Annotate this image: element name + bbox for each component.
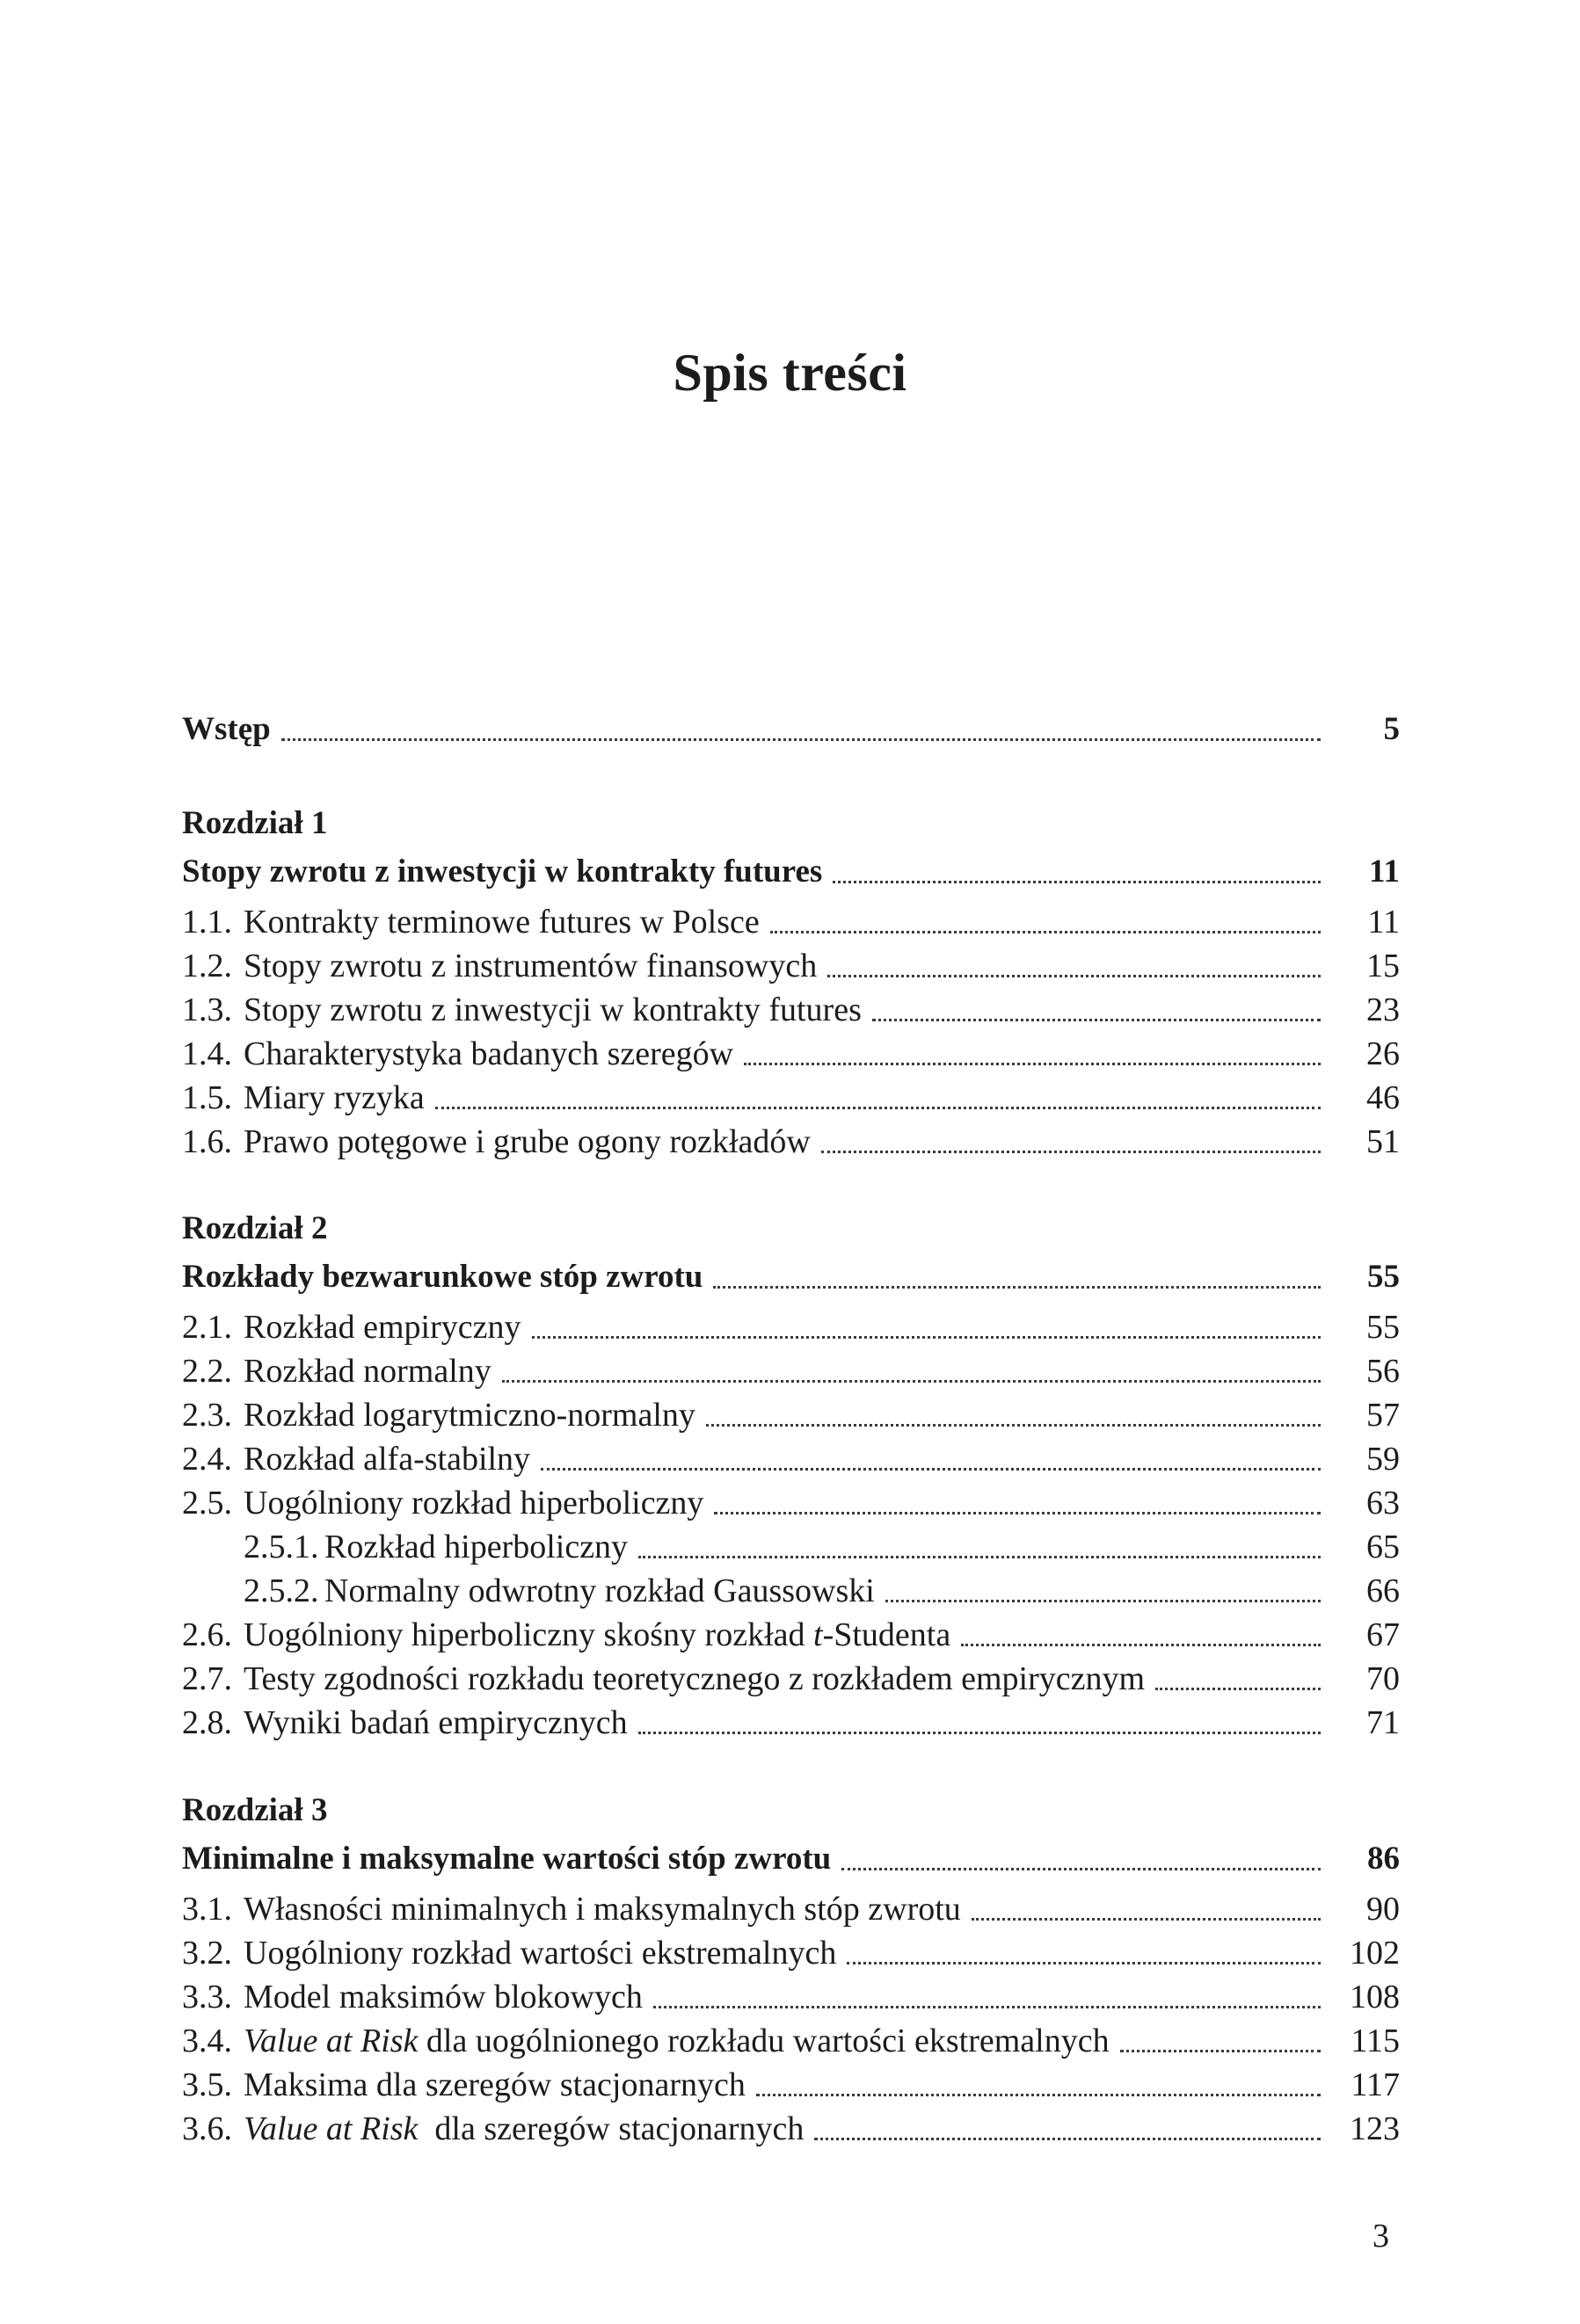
- chapter-label: Rozdział 2: [182, 1210, 328, 1246]
- toc-entry-label: Rozkład logarytmiczno-normalny: [244, 1397, 695, 1434]
- toc-entry[interactable]: [182, 1931, 1400, 1975]
- toc-entry-number: 2.6.: [182, 1616, 232, 1653]
- toc-entry[interactable]: [182, 1076, 1400, 1120]
- leader-dots: [961, 1643, 1321, 1646]
- toc-entry-number: 2.8.: [182, 1704, 232, 1741]
- leader-dots: [532, 1335, 1321, 1339]
- toc-entry-page: 55: [1366, 1309, 1400, 1346]
- label-part: dla szeregów stacjonarnych: [418, 2110, 805, 2147]
- toc-entry-page: 23: [1366, 991, 1400, 1028]
- toc-entry-page: 65: [1366, 1529, 1400, 1565]
- toc-entry-label: Rozkład hiperboliczny: [324, 1529, 629, 1565]
- toc-entry[interactable]: [182, 1349, 1400, 1393]
- toc-entry-number: 1.2.: [182, 948, 232, 984]
- toc-entry-page: 123: [1350, 2110, 1400, 2147]
- toc-entry-page: 11: [1367, 904, 1400, 940]
- toc-entry[interactable]: [182, 1975, 1400, 2019]
- toc-entry-page: 86: [1367, 1841, 1400, 1877]
- toc-entry-page: 90: [1366, 1891, 1400, 1928]
- leader-dots: [814, 2137, 1321, 2140]
- toc-entry-label: Wstęp: [182, 711, 271, 747]
- page-title: Spis treści: [673, 344, 907, 402]
- label-part: Uogólniony hiperboliczny skośny rozkład: [244, 1616, 814, 1653]
- leader-dots: [638, 1555, 1321, 1558]
- page-number: 3: [1372, 2218, 1389, 2255]
- toc-entry-label: Rozkład alfa-stabilny: [244, 1441, 531, 1478]
- toc-entry-page: 15: [1366, 948, 1400, 984]
- toc-chapter-title[interactable]: [182, 1255, 1400, 1299]
- toc-entry-number: 1.4.: [182, 1035, 232, 1072]
- toc-entry-number: 1.6.: [182, 1123, 232, 1160]
- toc-entry[interactable]: [182, 1887, 1400, 1931]
- leader-dots: [1120, 2049, 1321, 2052]
- toc-entry-page: 71: [1366, 1704, 1400, 1741]
- toc-entry-page: 117: [1351, 2066, 1400, 2103]
- toc-entry[interactable]: [182, 900, 1400, 944]
- leader-dots: [872, 1018, 1321, 1021]
- leader-dots: [744, 1062, 1321, 1065]
- toc-entry-label: Uogólniony rozkład wartości ekstremalnych: [244, 1935, 837, 1972]
- leader-dots: [821, 1150, 1321, 1153]
- toc-entry[interactable]: [182, 1701, 1400, 1745]
- toc-entry-label: Stopy zwrotu z inwestycji w kontrakty futures: [182, 853, 823, 890]
- label-part: dla uogólnionego rozkładu wartości ekstremalnych: [418, 2023, 1110, 2059]
- leader-dots: [972, 1917, 1321, 1921]
- toc-entry-page: 63: [1366, 1485, 1400, 1521]
- toc-entry-number: 2.5.1.: [244, 1529, 319, 1565]
- toc-entry-label: Własności minimalnych i maksymalnych stóp zwrotu: [244, 1891, 961, 1928]
- label-part: -Studenta: [822, 1616, 951, 1653]
- toc-entry-page: 11: [1369, 853, 1400, 890]
- toc-entry-number: 3.6.: [182, 2110, 232, 2147]
- leader-dots: [706, 1423, 1321, 1427]
- toc-entry[interactable]: [182, 1305, 1400, 1349]
- toc-entry-number: 3.4.: [182, 2023, 232, 2059]
- toc-entry-number: 2.2.: [182, 1353, 232, 1390]
- toc-entry-page: 55: [1367, 1259, 1400, 1295]
- toc-entry-number: 2.5.2.: [244, 1572, 319, 1609]
- toc-entry[interactable]: [182, 988, 1400, 1032]
- leader-dots: [541, 1467, 1321, 1471]
- toc-entry-label: Prawo potęgowe i grube ogony rozkładów: [244, 1123, 811, 1160]
- toc-entry[interactable]: [182, 2107, 1400, 2151]
- toc-entry-label: Normalny odwrotny rozkład Gaussowski: [324, 1572, 875, 1609]
- toc-chapter-title[interactable]: [182, 1837, 1400, 1881]
- leader-dots: [638, 1731, 1321, 1734]
- toc-entry-page: 5: [1383, 711, 1400, 747]
- toc-entry[interactable]: [182, 1393, 1400, 1437]
- toc-entry-number: 1.5.: [182, 1079, 232, 1116]
- toc-entry-label: Rozkład empiryczny: [244, 1309, 521, 1346]
- toc-entry-label: Maksima dla szeregów stacjonarnych: [244, 2066, 746, 2103]
- toc-entry-label: Charakterystyka badanych szeregów: [244, 1035, 734, 1072]
- leader-dots: [714, 1511, 1321, 1514]
- toc-entry-label: [244, 2019, 1110, 2063]
- chapter-label: Rozdział 1: [182, 805, 328, 841]
- toc-entry[interactable]: [182, 944, 1400, 988]
- toc-entry-label: Stopy zwrotu z instrumentów finansowych: [244, 948, 818, 984]
- leader-dots: [885, 1599, 1321, 1602]
- toc-entry-number: 3.3.: [182, 1979, 232, 2015]
- toc-entry[interactable]: [182, 2063, 1400, 2107]
- toc-entry-page: 26: [1366, 1035, 1400, 1072]
- leader-dots: [770, 930, 1321, 933]
- toc-entry[interactable]: [182, 1032, 1400, 1076]
- toc-entry-label: Wyniki badań empirycznych: [244, 1704, 628, 1741]
- toc-entry-page: 108: [1350, 1979, 1400, 2015]
- toc-entry-intro[interactable]: [182, 708, 1400, 752]
- toc-entry-number: 2.4.: [182, 1441, 232, 1478]
- toc-entry-label: Uogólniony rozkład hiperboliczny: [244, 1485, 704, 1521]
- toc-entry-label: Stopy zwrotu z inwestycji w kontrakty futures: [244, 991, 862, 1028]
- chapter-label: Rozdział 3: [182, 1792, 328, 1828]
- toc-entry-label: Rozkład normalny: [244, 1353, 491, 1390]
- toc-entry-number: 3.1.: [182, 1891, 232, 1928]
- toc-entry-label: Kontrakty terminowe futures w Polsce: [244, 904, 760, 940]
- toc-chapter-title[interactable]: [182, 850, 1400, 894]
- toc-entry-label: [244, 2107, 804, 2151]
- toc-entry-label: Rozkłady bezwarunkowe stóp zwrotu: [182, 1259, 703, 1295]
- toc-entry[interactable]: [182, 2019, 1400, 2063]
- toc-entry-number: 3.5.: [182, 2066, 232, 2103]
- label-italic: Value at Risk: [244, 2023, 419, 2059]
- label-italic: Value at Risk: [244, 2110, 419, 2147]
- toc-entry[interactable]: [182, 1657, 1400, 1701]
- toc-entry[interactable]: [182, 1120, 1400, 1164]
- toc-entry-label: Minimalne i maksymalne wartości stóp zwrotu: [182, 1841, 832, 1877]
- leader-dots: [653, 2005, 1321, 2008]
- toc-entry-label: [244, 1613, 950, 1657]
- toc-entry-label: Miary ryzyka: [244, 1079, 425, 1116]
- toc-entry-page: 70: [1366, 1660, 1400, 1697]
- toc-entry[interactable]: [182, 1481, 1400, 1525]
- toc-entry-number: 2.3.: [182, 1397, 232, 1434]
- toc-entry-page: 59: [1366, 1441, 1400, 1478]
- toc-entry-label: Testy zgodności rozkładu teoretycznego z rozkładem empirycznym: [244, 1660, 1146, 1697]
- toc-entry-label: Model maksimów blokowych: [244, 1979, 643, 2015]
- toc-entry[interactable]: [182, 1437, 1400, 1481]
- toc-entry-page: 51: [1366, 1123, 1400, 1160]
- toc-entry-page: 56: [1366, 1353, 1400, 1390]
- toc-entry-page: 66: [1366, 1572, 1400, 1609]
- leader-dots: [756, 2093, 1321, 2096]
- leader-dots: [847, 1961, 1321, 1965]
- toc-entry-number: 2.7.: [182, 1660, 232, 1697]
- toc-entry-page: 102: [1350, 1935, 1400, 1972]
- leader-dots: [833, 880, 1321, 883]
- label-italic: t: [813, 1616, 823, 1653]
- toc-subentry[interactable]: [182, 1569, 1400, 1613]
- toc-entry-page: 57: [1366, 1397, 1400, 1434]
- leader-dots: [435, 1106, 1321, 1109]
- toc-entry-number: 2.5.: [182, 1485, 232, 1521]
- toc-entry-number: 2.1.: [182, 1309, 232, 1346]
- toc-entry-page: 115: [1351, 2023, 1400, 2059]
- toc-entry-page: 46: [1366, 1079, 1400, 1116]
- leader-dots: [281, 737, 1321, 741]
- leader-dots: [1155, 1687, 1321, 1690]
- toc-entry-number: 3.2.: [182, 1935, 232, 1972]
- leader-dots: [841, 1867, 1321, 1870]
- leader-dots: [713, 1285, 1321, 1289]
- toc-entry[interactable]: [182, 1613, 1400, 1657]
- toc-entry-number: 1.3.: [182, 991, 232, 1028]
- toc-entry-number: 1.1.: [182, 904, 232, 940]
- toc-subentry[interactable]: [182, 1525, 1400, 1569]
- leader-dots: [827, 974, 1321, 977]
- leader-dots: [502, 1379, 1321, 1383]
- toc-entry-page: 67: [1366, 1616, 1400, 1653]
